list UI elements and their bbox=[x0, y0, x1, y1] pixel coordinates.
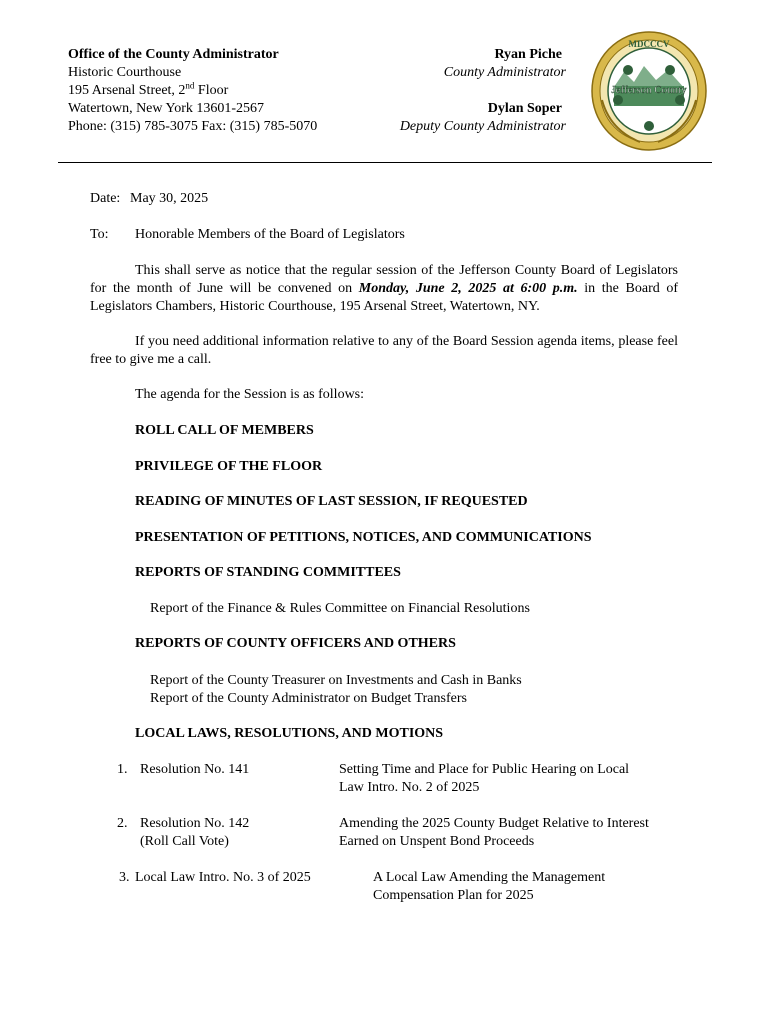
item-1-desc-line-1: Setting Time and Place for Public Hearing on Local bbox=[339, 762, 630, 777]
date-value: May 30, 2025 bbox=[130, 191, 209, 206]
heading-roll-call: ROLL CALL OF MEMBERS bbox=[135, 423, 314, 438]
treasurer-report: Report of the County Treasurer on Investments and Cash in Banks bbox=[150, 673, 522, 688]
notice-text-end: in the Board of Legislators Chambers, Historic Courthouse, 195 Arsenal Street, Watertown, NY. bbox=[90, 281, 679, 314]
address-line-1: Historic Courthouse bbox=[68, 65, 182, 80]
item-3-number: 3. bbox=[119, 870, 130, 885]
seal-emblem-icon bbox=[644, 121, 654, 131]
item-1-name: Resolution No. 141 bbox=[140, 762, 250, 777]
heading-local-laws: LOCAL LAWS, RESOLUTIONS, AND MOTIONS bbox=[135, 726, 444, 741]
seal-emblem-icon bbox=[623, 65, 633, 75]
item-1-number: 1. bbox=[117, 762, 128, 777]
seal-center-text: Jefferson County bbox=[611, 84, 687, 96]
address-line-2 bbox=[68, 82, 228, 100]
address-line-3: Watertown, New York 13601-2567 bbox=[68, 101, 265, 116]
item-2-desc-line-1: Amending the 2025 County Budget Relative to Interest bbox=[339, 816, 649, 831]
office-title: Office of the County Administrator bbox=[68, 47, 279, 62]
seal-top-text: MDCCCV bbox=[628, 39, 670, 49]
seal-emblem-icon bbox=[665, 65, 675, 75]
item-2-vote-note: (Roll Call Vote) bbox=[140, 834, 229, 849]
heading-county-officers: REPORTS OF COUNTY OFFICERS AND OTHERS bbox=[135, 636, 456, 651]
notice-paragraph bbox=[90, 262, 678, 316]
item-2-name: Resolution No. 142 bbox=[140, 816, 250, 831]
standing-committee-report: Report of the Finance & Rules Committee on Financial Resolutions bbox=[150, 601, 530, 616]
to-label: To: bbox=[90, 227, 109, 242]
item-3-desc-line-1: A Local Law Amending the Management bbox=[373, 870, 606, 885]
heading-privilege: PRIVILEGE OF THE FLOOR bbox=[135, 459, 323, 474]
deputy-name: Dylan Soper bbox=[487, 101, 562, 116]
address-ordinal: nd bbox=[185, 80, 195, 91]
date-label: Date: bbox=[90, 191, 121, 206]
administrator-report: Report of the County Administrator on Budget Transfers bbox=[150, 691, 467, 706]
seal-emblem-icon bbox=[613, 95, 623, 105]
phone-line: Phone: (315) 785-3075 Fax: (315) 785-5070 bbox=[68, 119, 318, 134]
item-3-name: Local Law Intro. No. 3 of 2025 bbox=[135, 870, 311, 885]
admin-title: County Administrator bbox=[443, 65, 566, 80]
item-2-number: 2. bbox=[117, 816, 128, 831]
item-3-desc-line-2: Compensation Plan for 2025 bbox=[373, 888, 534, 903]
heading-reading-minutes: READING OF MINUTES OF LAST SESSION, IF REQUESTED bbox=[135, 494, 528, 509]
address-floor: Floor bbox=[194, 83, 229, 98]
heading-standing-committees: REPORTS OF STANDING COMMITTEES bbox=[135, 565, 401, 580]
info-text: If you need additional information relative to any of the Board Session agenda items, please feel free to give me a call. bbox=[90, 334, 678, 367]
address-street: 195 Arsenal Street, 2 bbox=[68, 83, 186, 98]
deputy-title: Deputy County Administrator bbox=[399, 119, 566, 134]
notice-text-start: This shall serve as notice that the regular session of the Jefferson County Board of Legislators for the month of June will be convened on bbox=[90, 263, 678, 296]
header-divider bbox=[58, 162, 712, 163]
agenda-intro: The agenda for the Session is as follows: bbox=[135, 387, 365, 402]
meeting-datetime: Monday, June 2, 2025 at 6:00 p.m. bbox=[358, 281, 578, 296]
seal-emblem-icon bbox=[675, 95, 685, 105]
item-2-desc-line-2: Earned on Unspent Bond Proceeds bbox=[339, 834, 535, 849]
info-paragraph bbox=[90, 333, 678, 369]
item-1-desc-line-2: Law Intro. No. 2 of 2025 bbox=[339, 780, 480, 795]
admin-name: Ryan Piche bbox=[494, 47, 562, 62]
heading-presentation: PRESENTATION OF PETITIONS, NOTICES, AND COMMUNICATIONS bbox=[135, 530, 592, 545]
to-value: Honorable Members of the Board of Legislators bbox=[135, 227, 405, 242]
county-seal bbox=[590, 30, 708, 152]
